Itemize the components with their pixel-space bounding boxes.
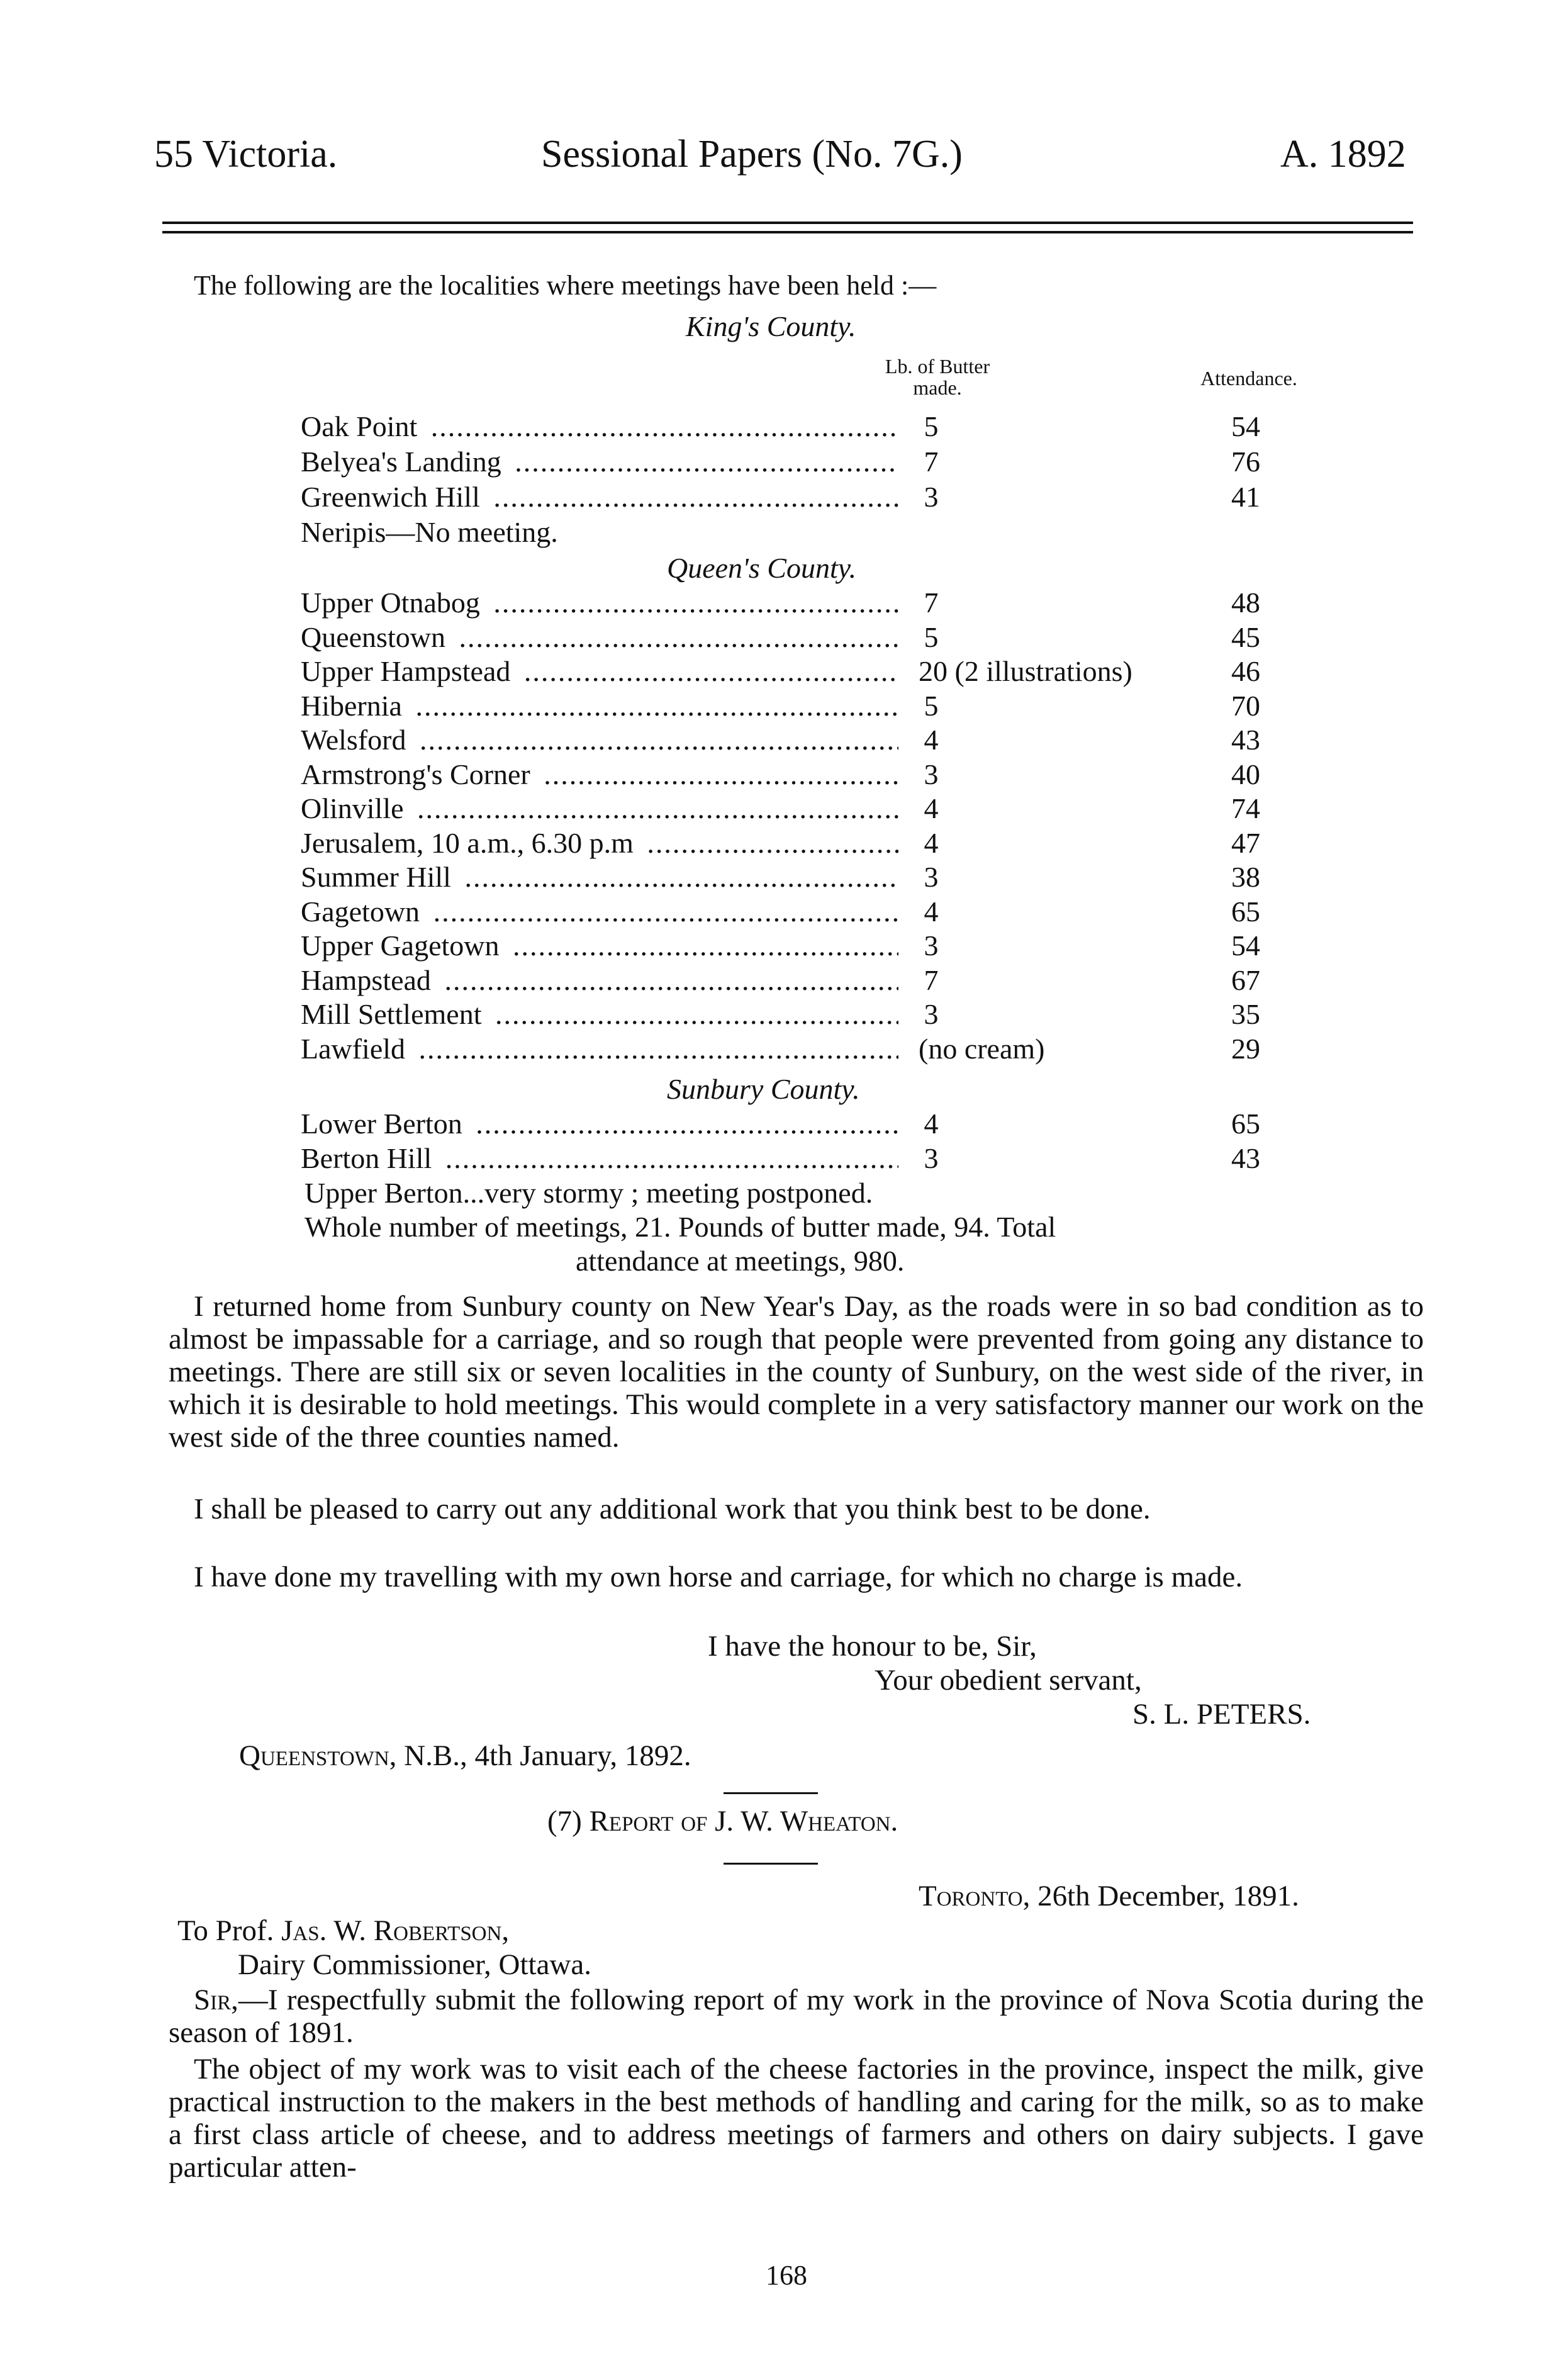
- closing-servant: Your obedient servant,: [875, 1664, 1142, 1697]
- place-toronto: Toronto: [919, 1880, 1023, 1912]
- letter-paragraph-1-text: ,—I respectfully submit the following report of my work in the province of Nova Scotia during the season of 1891.: [169, 1984, 1424, 2049]
- butter-made-value: 3: [924, 1142, 939, 1174]
- addressee-suffix: ,: [501, 1914, 510, 1947]
- locality-name: [301, 860, 898, 895]
- locality-name: [301, 791, 898, 826]
- butter-made-value: (no cream): [919, 1032, 1045, 1065]
- table-row: [0, 444, 1554, 480]
- kings-note: Neripis—No meeting.: [301, 516, 558, 548]
- attendance-value: 65: [1231, 1108, 1260, 1140]
- column-head-attendance: Attendance.: [1200, 367, 1297, 390]
- table-row: [0, 1106, 1554, 1142]
- letter-paragraph-2: [169, 2053, 1424, 2184]
- place-date-queenstown: [239, 1738, 691, 1773]
- attendance-value: 46: [1231, 655, 1260, 687]
- attendance-value: 45: [1231, 620, 1260, 653]
- locality-name: [301, 409, 898, 444]
- letter-paragraph-1: [169, 1984, 1424, 2049]
- locality-name-text: Greenwich Hill: [301, 481, 485, 513]
- table-row: [0, 620, 1554, 655]
- report-number: (7): [547, 1805, 590, 1838]
- attendance-value: 47: [1231, 826, 1260, 859]
- letter-salutation: Sir: [194, 1984, 232, 2016]
- sunbury-note: Upper Berton...very stormy ; meeting postponed.: [305, 1177, 873, 1209]
- attendance-value: 76: [1231, 446, 1260, 478]
- signature-peters: S. L. PETERS.: [1132, 1698, 1311, 1731]
- locality-name-text: Berton Hill: [301, 1142, 437, 1174]
- locality-name: [301, 480, 898, 515]
- locality-name-text: Welsford: [301, 724, 411, 756]
- header-session: 55 Victoria.: [154, 133, 338, 176]
- section-rule-top: [724, 1792, 818, 1794]
- butter-made-value: 7: [924, 446, 939, 478]
- locality-name: [301, 620, 898, 655]
- table-row: [0, 997, 1554, 1032]
- table-row: [0, 722, 1554, 758]
- locality-name-text: Mill Settlement: [301, 998, 486, 1030]
- table-row: [0, 688, 1554, 724]
- locality-name-text: Lower Berton: [301, 1108, 467, 1140]
- table-row: [0, 826, 1554, 861]
- locality-name: [301, 894, 898, 929]
- header-rule-top: [162, 222, 1413, 224]
- section-rule-bottom: [724, 1863, 818, 1865]
- addressee-line: [177, 1913, 509, 1948]
- attendance-value: 43: [1231, 724, 1260, 756]
- table-row: [0, 791, 1554, 826]
- butter-made-value: 3: [924, 998, 939, 1030]
- locality-name: [301, 1031, 898, 1067]
- header-year: A. 1892: [1280, 133, 1406, 176]
- paragraph-additional-work-text: I shall be pleased to carry out any additional work that you think best to be done.: [194, 1493, 1151, 1525]
- locality-name-text: Armstrong's Corner: [301, 758, 535, 790]
- locality-name: [301, 963, 898, 998]
- page-number: 168: [766, 2260, 807, 2291]
- butter-made-value: 5: [924, 689, 939, 722]
- locality-name: [301, 585, 898, 620]
- letter-paragraph-2-text: The object of my work was to visit each of the cheese factories in the province, inspect the milk, give practical instruction to the makers in the best methods of handling and caring for the milk, so as to make a first class article of cheese, and to address meetings of farmers and others on dairy subjects. I gave particular atten-: [169, 2053, 1424, 2184]
- toronto-date-line: [919, 1878, 1299, 1914]
- locality-name-text: Jerusalem, 10 a.m., 6.30 p.m: [301, 827, 639, 859]
- table-row: [0, 585, 1554, 620]
- addressee-prefix: To Prof.: [177, 1914, 282, 1947]
- locality-name: [301, 688, 898, 724]
- paragraph-additional-work: [169, 1493, 1424, 1525]
- butter-made-value: 4: [924, 724, 939, 756]
- attendance-value: 48: [1231, 587, 1260, 619]
- intro-line: The following are the localities where meetings have been held :—: [194, 270, 937, 301]
- locality-name-text: Lawfield: [301, 1033, 410, 1065]
- locality-name: [301, 1141, 898, 1176]
- locality-name: [301, 722, 898, 758]
- butter-made-value: 3: [924, 861, 939, 893]
- locality-name-text: Oak Point: [301, 410, 422, 442]
- header-rule-bottom: [162, 231, 1413, 233]
- locality-name-text: Queenstown: [301, 621, 450, 653]
- butter-made-value: 3: [924, 758, 939, 790]
- totals-line-2: attendance at meetings, 980.: [576, 1245, 905, 1277]
- attendance-value: 38: [1231, 861, 1260, 893]
- table-row: [0, 757, 1554, 792]
- kings-county-heading: King's County.: [686, 310, 856, 342]
- table-row: [0, 894, 1554, 929]
- locality-name: [301, 997, 898, 1032]
- locality-name-text: Belyea's Landing: [301, 446, 506, 478]
- addressee-name: Jas. W. Robertson: [281, 1914, 502, 1947]
- date-queenstown: , N.B., 4th January, 1892.: [389, 1739, 691, 1772]
- attendance-value: 40: [1231, 758, 1260, 790]
- locality-name-text: Upper Otnabog: [301, 587, 485, 619]
- locality-name: [301, 928, 898, 963]
- table-row: [0, 409, 1554, 444]
- paragraph-return-home: [169, 1290, 1424, 1454]
- date-toronto: , 26th December, 1891.: [1022, 1880, 1299, 1912]
- attendance-value: 54: [1231, 410, 1260, 442]
- locality-name: [301, 1106, 898, 1142]
- butter-made-value: 4: [924, 826, 939, 859]
- attendance-value: 35: [1231, 998, 1260, 1030]
- locality-name-text: Olinville: [301, 792, 409, 824]
- butter-made-value: 5: [924, 620, 939, 653]
- locality-name-text: Hampstead: [301, 964, 436, 996]
- attendance-value: 67: [1231, 963, 1260, 996]
- butter-made-value: 4: [924, 895, 939, 928]
- butter-made-value: 3: [924, 929, 939, 962]
- locality-name: [301, 757, 898, 792]
- locality-name: [301, 444, 898, 480]
- addressee-title: Dairy Commissioner, Ottawa.: [238, 1948, 592, 1981]
- butter-made-value: 4: [924, 1108, 939, 1140]
- attendance-value: 41: [1231, 481, 1260, 513]
- locality-name-text: Upper Gagetown: [301, 929, 505, 962]
- paragraph-return-home-text: I returned home from Sunbury county on New Year's Day, as the roads were in so bad condition as to almost be impassable for a carriage, and so rough that people were prevented from going any distance to meetings. There are still six or seven localities in the county of Sunbury, on the west side of the river, in which it is desirable to hold meetings. This would complete in a very satisfactory manner our work on the west side of the three counties named.: [169, 1290, 1424, 1454]
- sunbury-county-heading: Sunbury County.: [667, 1073, 860, 1105]
- report-heading: [547, 1804, 898, 1839]
- attendance-value: 74: [1231, 792, 1260, 824]
- paragraph-travelling: [169, 1561, 1424, 1593]
- locality-name-text: Gagetown: [301, 895, 425, 928]
- queens-county-heading: Queen's County.: [667, 552, 857, 584]
- attendance-value: 54: [1231, 929, 1260, 962]
- locality-name: [301, 654, 898, 689]
- butter-made-value: 5: [924, 410, 939, 442]
- header-title: Sessional Papers (No. 7G.): [541, 133, 963, 176]
- table-row: [0, 1141, 1554, 1176]
- attendance-value: 29: [1231, 1032, 1260, 1065]
- locality-name-text: Summer Hill: [301, 861, 456, 893]
- table-row: [0, 860, 1554, 895]
- table-row: [0, 480, 1554, 515]
- butter-made-value: 7: [924, 963, 939, 996]
- paragraph-travelling-text: I have done my travelling with my own horse and carriage, for which no charge is made.: [194, 1561, 1243, 1593]
- locality-name-text: Hibernia: [301, 690, 407, 722]
- totals-line-1: Whole number of meetings, 21. Pounds of butter made, 94. Total: [305, 1211, 1056, 1243]
- locality-name-text: Upper Hampstead: [301, 655, 515, 687]
- butter-made-value: 7: [924, 587, 939, 619]
- attendance-value: 65: [1231, 895, 1260, 928]
- report-title: Report of J. W. Wheaton.: [589, 1805, 898, 1838]
- column-head-butter: Lb. of Butter made.: [885, 355, 990, 399]
- butter-made-value: 20 (2 illustrations): [919, 655, 1132, 687]
- table-row: [0, 963, 1554, 998]
- locality-name: [301, 826, 898, 861]
- table-row: [0, 654, 1554, 689]
- attendance-value: 43: [1231, 1142, 1260, 1174]
- table-row: [0, 928, 1554, 963]
- attendance-value: 70: [1231, 689, 1260, 722]
- butter-made-value: 3: [924, 481, 939, 513]
- table-row: [0, 1031, 1554, 1067]
- closing-honour: I have the honour to be, Sir,: [708, 1630, 1037, 1663]
- butter-made-value: 4: [924, 792, 939, 824]
- place-queenstown: Queenstown: [239, 1739, 389, 1772]
